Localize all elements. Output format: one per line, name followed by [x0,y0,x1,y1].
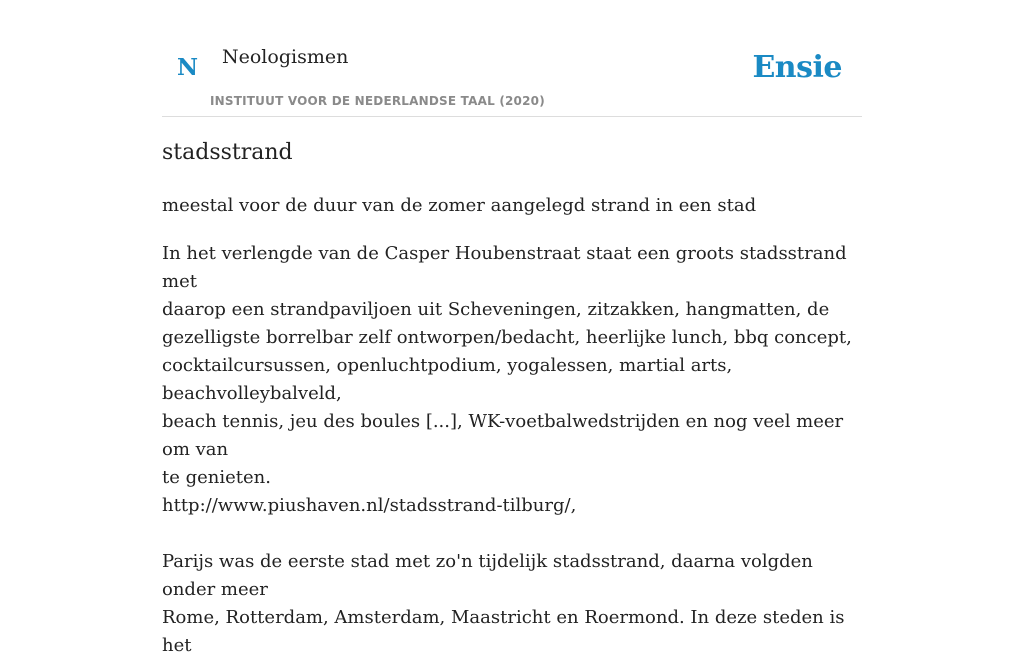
quote-line: Rome, Rotterdam, Amsterdam, Maastricht en Roermond. In deze steden is het [162,607,845,656]
brand-logo[interactable]: Ensie [752,50,842,85]
definition-text: meestal voor de duur van de zomer aangelegd strand in een stad [162,195,757,216]
source-title-link[interactable]: Neologismen [222,46,349,68]
source-subtitle: INSTITUUT VOOR DE NEDERLANDSE TAAL (2020) [210,94,545,108]
source-header [162,0,862,117]
quote-block [162,240,862,660]
quote-line: te genieten. [162,467,271,488]
quote-line: daarop een strandpaviljoen uit Scheveningen, zitzakken, hangmatten, de [162,299,830,320]
source-logo: N [177,54,199,81]
quote-blank-line [162,520,862,548]
quote-source-link[interactable]: http://www.piushaven.nl/stadsstrand-tilburg/, [162,495,577,516]
quote-line: cocktailcursussen, openluchtpodium, yogalessen, martial arts, beachvolleybalveld, [162,355,733,404]
quote-line: Parijs was de eerste stad met zo'n tijdelijk stadsstrand, daarna volgden onder meer [162,551,813,600]
quote-line: beach tennis, jeu des boules [...], WK-voetbalwedstrijden en nog veel meer om van [162,411,844,460]
quote-line: In het verlengde van de Casper Houbenstraat staat een groots stadsstrand met [162,243,847,292]
quote-line: gezelligste borrelbar zelf ontworpen/bedacht, heerlijke lunch, bbq concept, [162,327,852,348]
entry-card [162,0,862,656]
headword: stadsstrand [162,140,293,165]
